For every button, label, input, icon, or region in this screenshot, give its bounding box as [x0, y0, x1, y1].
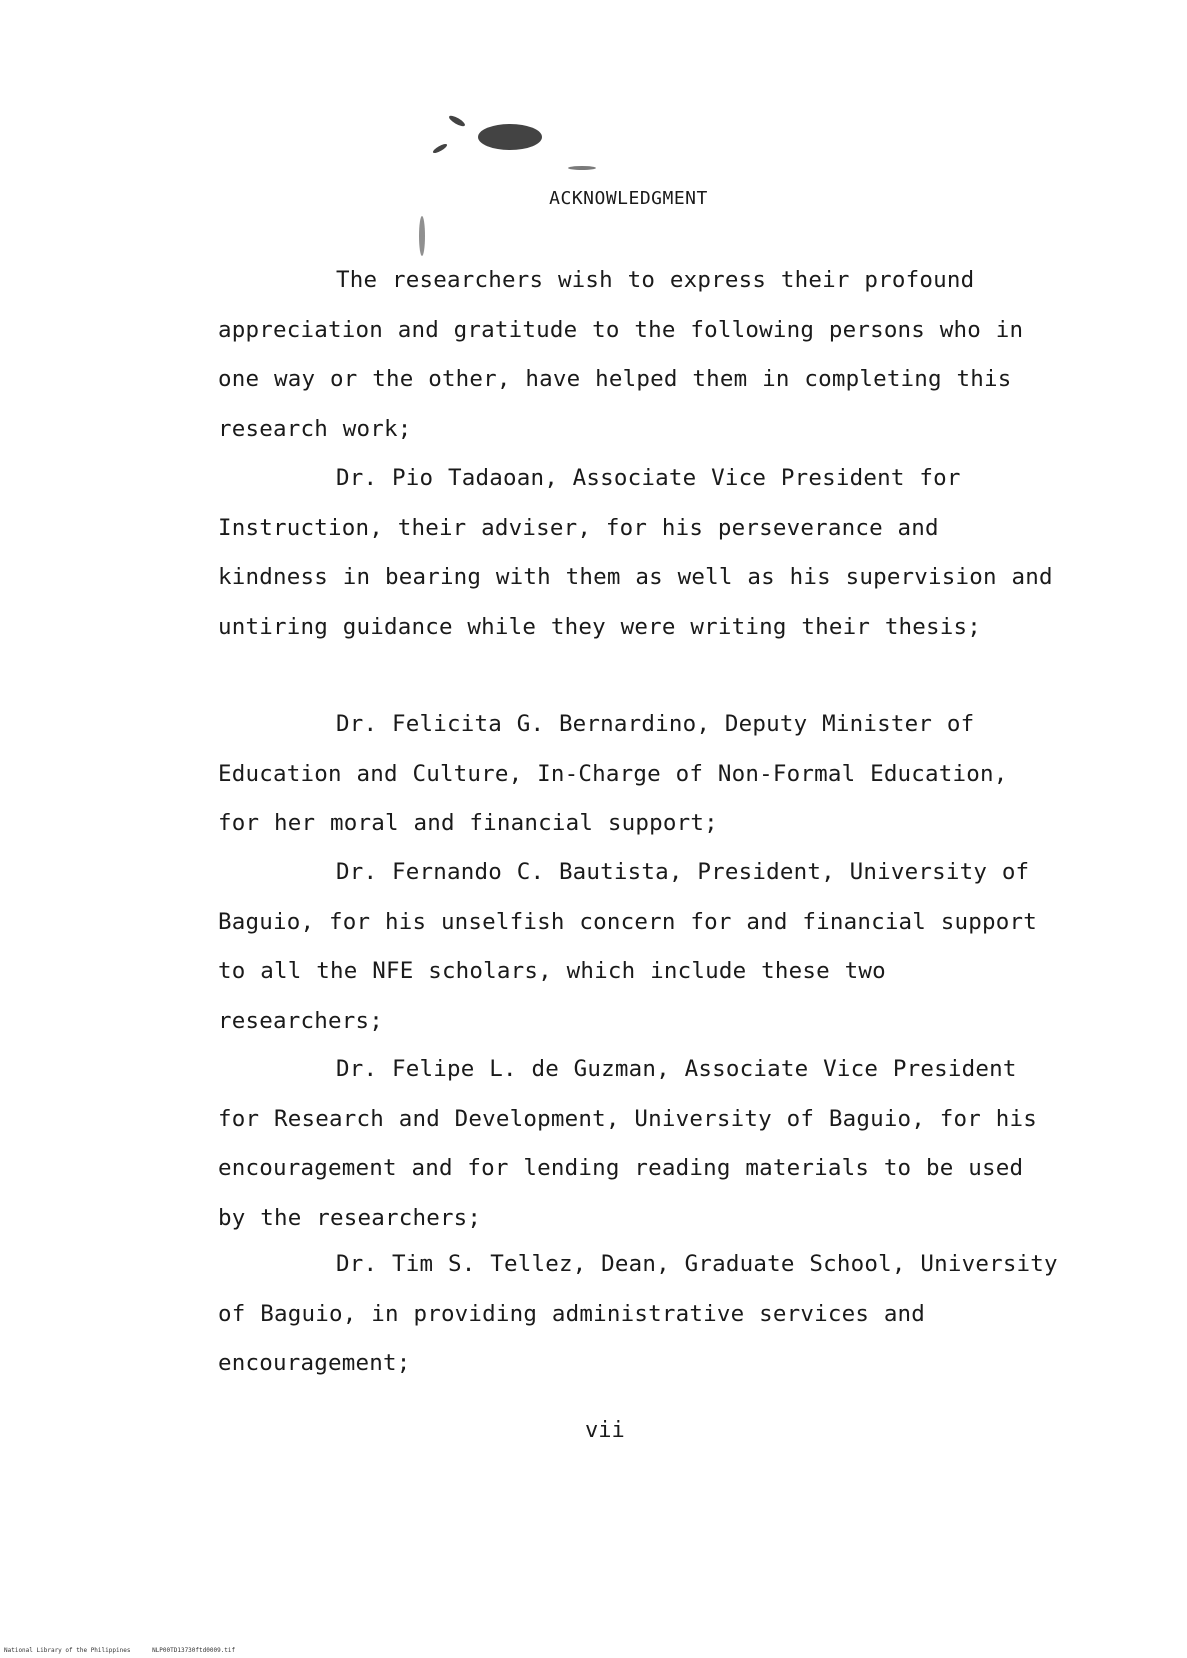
- page-title: ACKNOWLEDGMENT: [549, 188, 708, 209]
- paragraph-tellez: Dr. Tim S. Tellez, Dean, Graduate School, University of Baguio, in providing administrative services and encouragement;: [218, 1251, 1058, 1376]
- paragraph-tadaoan: Dr. Pio Tadaoan, Associate Vice President for Instruction, their adviser, for his perseverance and kindness in bearing with them as well as his supervision and untiring guidance while they were writing their thesis;: [218, 465, 1053, 640]
- ink-smudge: [448, 114, 467, 128]
- ink-smudge: [568, 166, 596, 170]
- paragraph-intro: The researchers wish to express their profound appreciation and gratitude to the following persons who in one way or the other, have helped them in completing this research work;: [218, 267, 1024, 442]
- footer-file: NLP00TD13730ftd0009.tif: [152, 1647, 236, 1654]
- page-number: vii: [585, 1418, 625, 1443]
- paragraph-bautista: Dr. Fernando C. Bautista, President, University of Baguio, for his unselfish concern for and financial support to all the NFE scholars, which include these two researchers;: [218, 859, 1038, 1034]
- paragraph-de-guzman: Dr. Felipe L. de Guzman, Associate Vice President for Research and Development, University of Baguio, for his encouragement and for lending reading materials to be used by the researchers;: [218, 1056, 1038, 1231]
- ink-smudge: [419, 216, 425, 256]
- footer-library: National Library of the Philippines: [4, 1647, 131, 1654]
- ink-smudge: [478, 124, 542, 150]
- paragraph-bernardino: Dr. Felicita G. Bernardino, Deputy Minister of Education and Culture, In-Charge of Non-Formal Education, for her moral and financial support;: [218, 711, 1008, 836]
- scan-footer: [4, 1647, 253, 1654]
- ink-smudge: [432, 142, 448, 154]
